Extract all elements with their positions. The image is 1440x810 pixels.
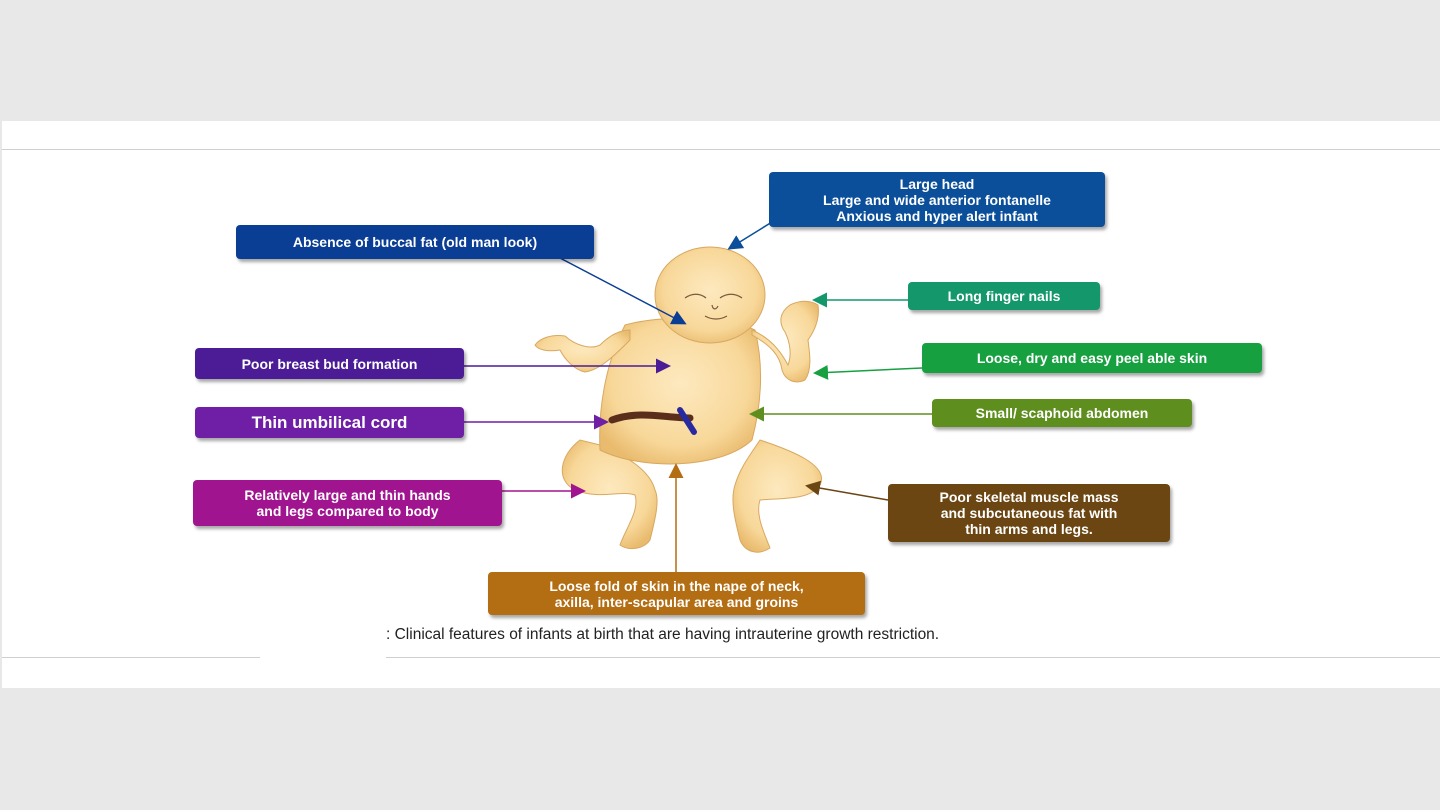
label-text: Loose, dry and easy peel able skin bbox=[976, 350, 1208, 366]
label-text: Absence of buccal fat (old man look) bbox=[292, 234, 538, 250]
label-abdomen bbox=[932, 399, 1192, 427]
label-buccal-fat bbox=[236, 225, 594, 259]
head bbox=[655, 247, 765, 343]
label-text: Relatively large and thin hands bbox=[244, 487, 451, 503]
label-text: Poor skeletal muscle mass bbox=[939, 489, 1119, 505]
label-text: Thin umbilical cord bbox=[251, 412, 408, 432]
figure-caption: : Clinical features of infants at birth that are having intrauterine growth restriction. bbox=[386, 626, 940, 643]
label-text: Poor breast bud formation bbox=[241, 355, 418, 372]
right-leg bbox=[733, 440, 822, 552]
label-muscle-mass bbox=[888, 484, 1170, 542]
label-text: Small/ scaphoid abdomen bbox=[975, 405, 1149, 421]
label-large-head bbox=[769, 172, 1105, 227]
label-text: axilla, inter-scapular area and groins bbox=[554, 593, 799, 610]
label-text: Anxious and hyper alert infant bbox=[836, 207, 1038, 224]
label-text: Large and wide anterior fontanelle bbox=[823, 191, 1051, 208]
label-skin bbox=[922, 343, 1262, 373]
label-text: thin arms and legs. bbox=[965, 521, 1093, 537]
arrow-skin bbox=[816, 368, 922, 373]
label-text: and legs compared to body bbox=[256, 503, 439, 519]
label-skin-fold bbox=[488, 572, 865, 615]
label-text: and subcutaneous fat with bbox=[940, 505, 1118, 521]
infant-figure bbox=[535, 247, 822, 552]
label-breast-bud bbox=[195, 348, 464, 379]
arrow-head bbox=[730, 222, 772, 248]
label-limbs bbox=[193, 480, 502, 526]
label-text: Long finger nails bbox=[947, 288, 1061, 304]
label-umbilical-cord bbox=[195, 407, 464, 438]
label-finger-nails bbox=[908, 282, 1100, 310]
arrow-muscle bbox=[808, 486, 888, 500]
label-text: Loose fold of skin in the nape of neck, bbox=[549, 577, 804, 594]
label-text: Large head bbox=[899, 175, 975, 192]
right-arm bbox=[752, 301, 818, 382]
